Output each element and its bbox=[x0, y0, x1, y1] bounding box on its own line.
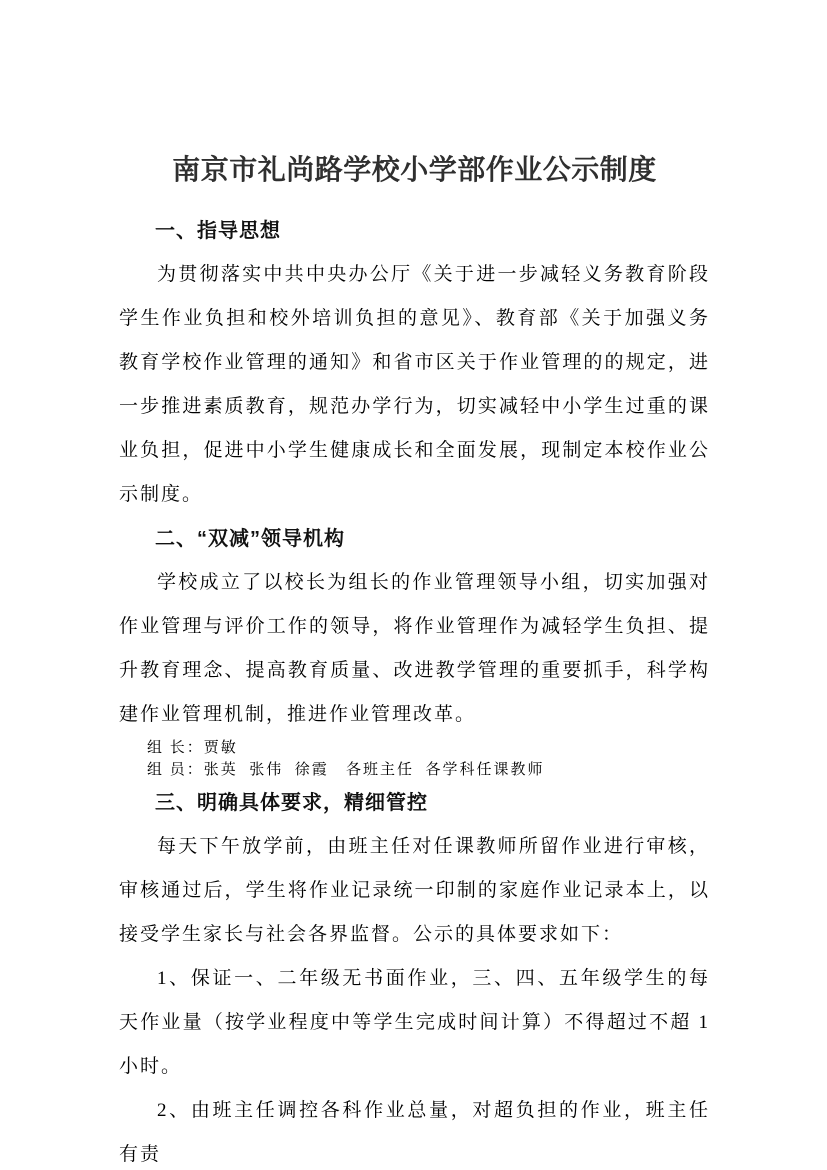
paragraph-rule-2: 2、由班主任调控各科作业总量，对超负担的作业，班主任有责 bbox=[119, 1100, 710, 1165]
leadership-roster bbox=[119, 737, 710, 781]
section-heading-guiding-ideology: 一、指导思想 bbox=[155, 220, 281, 242]
paragraph-daily-review: 每天下午放学前，由班主任对任课教师所留作业进行审核，审核通过后，学生将作业记录统一印制的家庭作业记录本上，以接受学生家长与社会各界监督。公示的具体要求如下： bbox=[119, 836, 710, 945]
document-title: 南京市礼尚路学校小学部作业公示制度 bbox=[172, 154, 657, 185]
paragraph-leadership-body: 学校成立了以校长为组长的作业管理领导小组，切实加强对作业管理与评价工作的领导，将作业管理作为减轻学生负担、提升教育理念、提高教育质量、改进教学管理的重要抓手，科学构建作业管理机制，推进作业管理改革。 bbox=[119, 572, 710, 725]
paragraph-rule-1: 1、保证一、二年级无书面作业，三、四、五年级学生的每天作业量（按学业程度中等学生完成时间计算）不得超过不超 1 小时。 bbox=[119, 968, 710, 1077]
section-heading-leadership-body: 二、“双减”领导机构 bbox=[155, 528, 345, 550]
roster-group-leader: 组 长：贾敏 bbox=[147, 740, 238, 756]
section-heading-specific-requirements: 三、明确具体要求，精细管控 bbox=[155, 792, 428, 814]
roster-group-members: 组 员：张英 张伟 徐霞 各班主任 各学科任课教师 bbox=[147, 762, 545, 778]
paragraph-guiding-ideology: 为贯彻落实中共中央办公厅《关于进一步减轻义务教育阶段学生作业负担和校外培训负担的意见》、教育部《关于加强义务教育学校作业管理的通知》和省市区关于作业管理的的规定，进一步推进素质教育，规范办学行为，切实减轻中小学生过重的课业负担，促进中小学生健康成长和全面发展，现制定本校作业公示制度。 bbox=[119, 264, 710, 505]
